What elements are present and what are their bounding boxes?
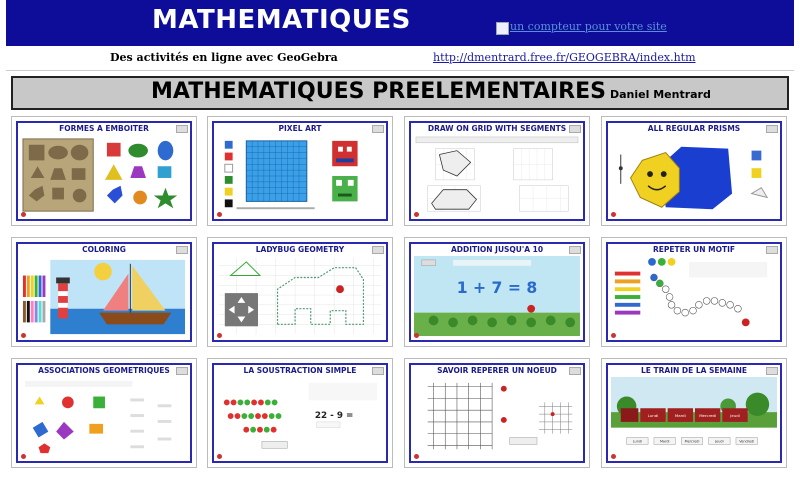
pattern-beads-illustration xyxy=(611,256,777,336)
label-vendredi: Vendredi xyxy=(739,439,755,444)
activity-tile-train[interactable] xyxy=(601,358,787,468)
section-title xyxy=(151,79,711,104)
tile-title: ASSOCIATIONS GEOMETRIQUES xyxy=(38,366,170,375)
visit-counter[interactable] xyxy=(496,20,667,36)
activity-tile-associations[interactable] xyxy=(11,358,197,468)
geogebra-badge-icon xyxy=(217,333,222,338)
tile-frame xyxy=(606,242,782,342)
tile-frame xyxy=(212,121,388,221)
geometry-association-illustration xyxy=(21,377,187,457)
tile-title: LA SOUSTRACTION SIMPLE xyxy=(243,366,357,375)
coloring-scene-illustration xyxy=(21,256,187,336)
site-title: MATHEMATIQUES xyxy=(152,5,411,35)
label-jeudi: Jeudi xyxy=(715,439,724,444)
tile-frame xyxy=(409,242,585,342)
tile-frame xyxy=(16,242,192,342)
tile-title: COLORING xyxy=(82,245,126,254)
activity-tile-noeud[interactable] xyxy=(404,358,590,468)
tile-frame xyxy=(409,121,585,221)
grid-node-illustration xyxy=(414,377,580,457)
geogebra-badge-icon xyxy=(21,454,26,459)
section-author: Daniel Mentrard xyxy=(610,88,711,101)
label-mercredi: Mercredi xyxy=(684,439,700,444)
subheader-row xyxy=(6,46,794,71)
wagon-mercredi: Mercredi xyxy=(699,413,717,419)
label-mardi: Mardi xyxy=(659,439,670,444)
header-banner xyxy=(6,0,794,46)
toolbar-icon xyxy=(766,246,778,254)
section-title-text: MATHEMATIQUES PREELEMENTAIRES xyxy=(151,79,606,104)
counter-alt-text[interactable]: un compteur pour votre site xyxy=(510,20,667,33)
geogebra-badge-icon xyxy=(414,333,419,338)
geogebra-badge-icon xyxy=(217,454,222,459)
tile-title: DRAW ON GRID WITH SEGMENTS xyxy=(427,124,567,133)
toolbar-icon xyxy=(176,125,188,133)
toolbar-icon xyxy=(569,367,581,375)
toolbar-icon xyxy=(372,246,384,254)
tile-frame xyxy=(212,242,388,342)
geogebra-badge-icon xyxy=(414,212,419,217)
toolbar-icon xyxy=(372,125,384,133)
tile-frame xyxy=(409,363,585,463)
geogebra-badge-icon xyxy=(611,333,616,338)
toolbar-icon xyxy=(176,246,188,254)
section-heading xyxy=(11,76,789,110)
toolbar-icon xyxy=(569,246,581,254)
tile-title: SAVOIR REPERER UN NOEUD xyxy=(437,366,557,375)
label-lundi: Lundi xyxy=(632,439,642,444)
wagon-lundi: Lundi xyxy=(647,413,659,419)
tile-title: REPETER UN MOTIF xyxy=(653,245,735,254)
ladybug-grid-illustration xyxy=(217,256,383,336)
tile-title: LE TRAIN DE LA SEMAINE xyxy=(640,366,748,375)
addition-scene-illustration xyxy=(414,256,580,336)
tile-frame xyxy=(212,363,388,463)
wagon-jeudi: Jeudi xyxy=(730,413,740,419)
pixel-grid-illustration xyxy=(217,135,383,215)
geogebra-badge-icon xyxy=(414,454,419,459)
tile-frame xyxy=(16,121,192,221)
grid-drawing-illustration xyxy=(414,135,580,215)
tile-title: FORMES A EMBOITER xyxy=(59,124,149,133)
wagon-mardi: Mardi xyxy=(674,413,686,419)
tile-title: PIXEL ART xyxy=(278,124,322,133)
activity-tile-formes[interactable] xyxy=(11,116,197,226)
tile-frame xyxy=(606,363,782,463)
toolbar-icon xyxy=(766,367,778,375)
subtraction-equation: 22 - 9 = xyxy=(314,411,354,422)
activity-tile-coloring[interactable] xyxy=(11,237,197,347)
toolbar-icon xyxy=(176,367,188,375)
toolbar-icon xyxy=(372,367,384,375)
activity-tile-soustraction[interactable] xyxy=(207,358,393,468)
subtraction-beads-illustration xyxy=(217,377,383,457)
activity-tile-prisms[interactable] xyxy=(601,116,787,226)
week-train-illustration xyxy=(611,377,777,457)
tile-frame xyxy=(16,363,192,463)
toolbar-icon xyxy=(569,125,581,133)
geogebra-badge-icon xyxy=(217,212,222,217)
subheader-text: Des activités en ligne avec GeoGebra xyxy=(110,51,338,64)
geogebra-badge-icon xyxy=(611,454,616,459)
tile-title: ALL REGULAR PRISMS xyxy=(647,124,741,133)
tile-frame xyxy=(606,121,782,221)
toolbar-icon xyxy=(766,125,778,133)
prism-illustration xyxy=(611,135,777,215)
shapes-board-illustration xyxy=(21,135,187,215)
geogebra-badge-icon xyxy=(21,212,26,217)
addition-equation: 1 + 7 = 8 xyxy=(456,279,538,298)
geogebra-badge-icon xyxy=(611,212,616,217)
broken-image-icon xyxy=(496,22,509,35)
tile-title: ADDITION JUSQU'A 10 xyxy=(450,245,544,254)
activity-tile-ladybug[interactable] xyxy=(207,237,393,347)
tile-title: LADYBUG GEOMETRY xyxy=(255,245,345,254)
geogebra-badge-icon xyxy=(21,333,26,338)
activity-tile-addition[interactable] xyxy=(404,237,590,347)
geogebra-index-link[interactable]: http://dmentrard.free.fr/GEOGEBRA/index.htm xyxy=(433,51,696,64)
activity-tile-pixel-art[interactable] xyxy=(207,116,393,226)
activity-tile-draw-grid[interactable] xyxy=(404,116,590,226)
activity-tile-motif[interactable] xyxy=(601,237,787,347)
